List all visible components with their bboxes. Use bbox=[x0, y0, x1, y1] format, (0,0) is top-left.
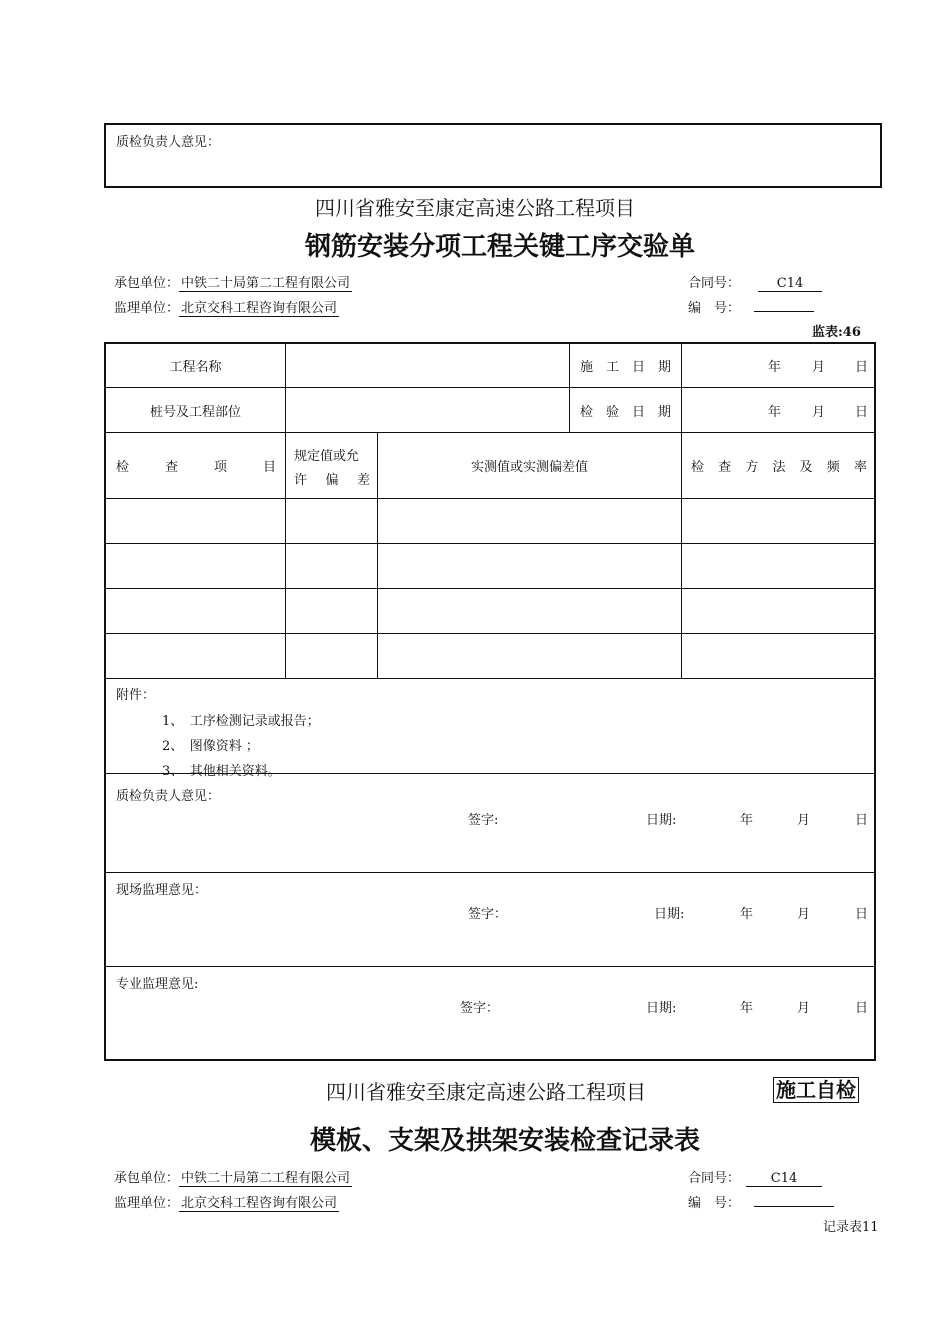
col-header-measured: 实测值或实测偏差值 bbox=[470, 460, 588, 475]
form-title-2: 模板、支架及拱架安装检查记录表 bbox=[309, 1126, 700, 1156]
date-label: 日期: bbox=[654, 907, 685, 922]
project-name-2: 四川省雅安至康定高速公路工程项目 bbox=[326, 1080, 646, 1104]
inspection-table: 工程名称 施 工 日 期 年 月 日 桩号及工程部位 检 验 日 期 年 月 日 检 查 项 目 规定值或允 许 偏 差 实测值或实测偏差值 检 查 方 法 及 频 率 附件： 1、 工序检测记录或报告； 2、 图像资料 ； 3、 其他相关资料。 质检负责人意见： 签字: 日期: 年 月 日 现场监理意见： 签字： 日期: 年 月 日 专业监理意见: 签字： 日期: 年 月 日 bbox=[104, 342, 876, 1061]
inspection-date-field[interactable]: 年 月 日 bbox=[768, 404, 869, 420]
contract-no-value: C14 bbox=[758, 276, 822, 292]
contract-no-line-2: 合同号： C14 bbox=[688, 1167, 822, 1187]
sign-label: 签字： bbox=[460, 1001, 500, 1016]
construction-date-label: 施 工 日 期 bbox=[579, 360, 671, 375]
serial-line-2: 编 号： bbox=[688, 1192, 834, 1211]
qc-opinion-label: 质检负责人意见： bbox=[116, 135, 221, 150]
serial-value bbox=[754, 297, 814, 312]
sign-label: 签字： bbox=[468, 907, 508, 922]
project-name: 四川省雅安至康定高速公路工程项目 bbox=[315, 196, 635, 220]
col-header-item: 检 查 项 目 bbox=[116, 460, 276, 475]
col-header-allowance: 规定值或允 许 偏 差 bbox=[294, 449, 370, 488]
qc-opinion-label: 质检负责人意见： bbox=[116, 789, 221, 804]
col-header-method: 检 查 方 法 及 频 率 bbox=[691, 460, 867, 475]
attachment-item: 2、 图像资料 ； bbox=[162, 739, 259, 754]
form-code-2: 记录表11 bbox=[823, 1220, 879, 1235]
attachment-item: 3、 其他相关资料。 bbox=[162, 764, 281, 779]
attachment-item: 1、 工序检测记录或报告； bbox=[162, 714, 320, 729]
sign-label: 签字: bbox=[468, 813, 499, 828]
date-label: 日期: bbox=[646, 813, 677, 828]
inspection-date-label: 检 验 日 期 bbox=[579, 404, 671, 420]
station-label: 桩号及工程部位 bbox=[149, 404, 241, 420]
project-name-field[interactable] bbox=[286, 344, 569, 387]
attachments-label: 附件： bbox=[116, 688, 156, 703]
supervisor-line: 监理单位： 北京交科工程咨询有限公司 bbox=[114, 297, 339, 317]
station-field[interactable] bbox=[286, 388, 569, 432]
serial-line: 编 号： bbox=[688, 297, 814, 316]
top-opinion-box bbox=[104, 123, 882, 188]
form-title: 钢筋安装分项工程关键工序交验单 bbox=[304, 232, 695, 262]
project-name-label: 工程名称 bbox=[169, 360, 222, 375]
contract-no-line: 合同号： C14 bbox=[688, 272, 822, 292]
construction-date-field[interactable]: 年 月 日 bbox=[768, 360, 869, 375]
specialist-supervision-label: 专业监理意见: bbox=[116, 977, 199, 992]
supervisor-line-2: 监理单位： 北京交科工程咨询有限公司 bbox=[114, 1192, 339, 1212]
contractor-line: 承包单位： 中铁二十局第二工程有限公司 bbox=[114, 272, 352, 292]
contractor-line-2: 承包单位： 中铁二十局第二工程有限公司 bbox=[114, 1167, 352, 1187]
supervisor-value: 北京交科工程咨询有限公司 bbox=[179, 297, 339, 317]
contractor-value: 中铁二十局第二工程有限公司 bbox=[179, 272, 352, 292]
form-code: 监表:46 bbox=[812, 325, 861, 340]
site-supervision-label: 现场监理意见： bbox=[116, 883, 208, 898]
date-label: 日期: bbox=[646, 1001, 677, 1016]
self-check-badge: 施工自检 bbox=[773, 1074, 859, 1103]
